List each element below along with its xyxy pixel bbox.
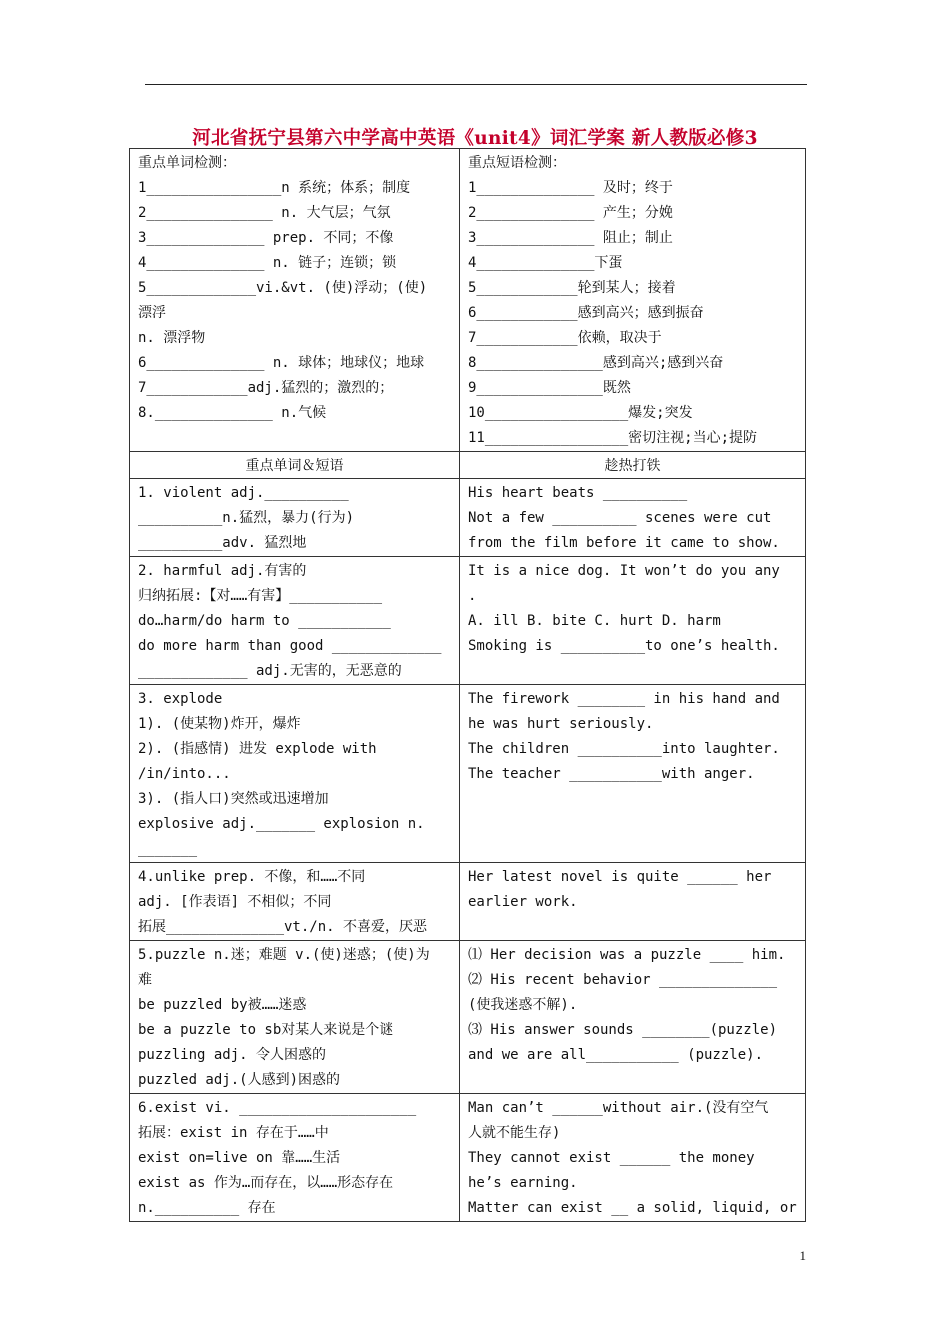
- word-check-line: 6______________ n. 球体；地球仪；地球: [138, 355, 425, 371]
- entry-cell: [130, 863, 460, 941]
- section-header-left: 重点单词＆短语: [130, 452, 460, 479]
- exercise-line: Her latest novel is quite ______ her: [468, 869, 772, 885]
- phrase-check-cell: [460, 149, 806, 452]
- exercise-line: ⑵ His recent behavior ______________: [468, 972, 778, 988]
- phrase-check-line: 7____________依赖，取决于: [468, 330, 662, 346]
- word-check-line: 漂浮: [138, 305, 166, 321]
- entry-line: adj. [作表语] 不相似；不同: [138, 894, 332, 910]
- phrase-check-line: 9_______________既然: [468, 380, 631, 396]
- entry-line: __________n.猛烈，暴力(行为): [138, 510, 355, 526]
- phrase-check-line: 6____________感到高兴；感到振奋: [468, 305, 704, 321]
- entry-line: 1). (使某物)炸开，爆炸: [138, 716, 301, 732]
- exercise-line: ⑴ Her decision was a puzzle ____ him.: [468, 947, 786, 963]
- exercise-line: 人就不能生存): [468, 1125, 561, 1141]
- entry-line: 拓展：exist in 存在于……中: [138, 1125, 329, 1141]
- entry-cell: [130, 557, 460, 685]
- exercise-line: earlier work.: [468, 894, 578, 910]
- exercise-line: The firework ________ in his hand and: [468, 691, 780, 707]
- phrase-check-line: 11_________________密切注视;当心;提防: [468, 430, 758, 446]
- word-check-line: 5_____________vi.&vt. (使)浮动；(使): [138, 280, 428, 296]
- exercise-line: The teacher ___________with anger.: [468, 766, 755, 782]
- entry-line: exist on=live on 靠……生活: [138, 1150, 341, 1166]
- entry-line: exist as 作为…而存在，以……形态存在: [138, 1175, 394, 1191]
- entry-line: 3. explode: [138, 691, 223, 707]
- entry-line: __________adv. 猛烈地: [138, 535, 307, 551]
- entry-line: puzzled adj.(人感到)困惑的: [138, 1072, 341, 1088]
- entry-line: _______: [138, 841, 198, 857]
- phrase-check-line: 2______________ 产生；分娩: [468, 205, 673, 221]
- exercise-cell: [460, 1094, 806, 1222]
- exercise-line: and we are all___________ (puzzle).: [468, 1047, 764, 1063]
- exercise-line: (使我迷惑不解).: [468, 997, 578, 1013]
- entry-line: 归纳拓展:【对……有害】___________: [138, 588, 383, 604]
- exercise-line: A. ill B. bite C. hurt D. harm: [468, 613, 721, 629]
- exercise-line: They cannot exist ______ the money: [468, 1150, 755, 1166]
- entry-cell: [130, 685, 460, 863]
- entry-line: 4.unlike prep. 不像，和……不同: [138, 869, 366, 885]
- entry-line: _____________ adj.无害的，无恶意的: [138, 663, 402, 679]
- exercise-cell: [460, 863, 806, 941]
- word-check-line: 8.______________ n.气候: [138, 405, 327, 421]
- entry-cell: [130, 1094, 460, 1222]
- entry-line: 3). (指人口)突然或迅速增加: [138, 791, 329, 807]
- entry-cell: [130, 479, 460, 557]
- exercise-line: he’s earning.: [468, 1175, 578, 1191]
- word-check-line: 2_______________ n. 大气层；气氛: [138, 205, 391, 221]
- word-check-line: 重点单词检测：: [138, 155, 236, 171]
- entry-line: be puzzled by被……迷惑: [138, 997, 307, 1013]
- word-check-line: n. 漂浮物: [138, 330, 206, 346]
- page-number: 1: [799, 1248, 806, 1263]
- entry-line: 2. harmful adj.有害的: [138, 563, 307, 579]
- exercise-line: he was hurt seriously.: [468, 716, 654, 732]
- entry-line: explosive adj._______ explosion n.: [138, 816, 425, 832]
- phrase-check-line: 1______________ 及时；终于: [468, 180, 673, 196]
- word-check-line: 4______________ n. 链子；连锁；锁: [138, 255, 397, 271]
- phrase-check-line: 重点短语检测：: [468, 155, 566, 171]
- entry-line: do more harm than good _____________: [138, 638, 442, 654]
- vocab-table: [129, 148, 806, 1222]
- entry-line: 2). (指感情) 进发 explode with: [138, 741, 377, 757]
- exercise-cell: [460, 685, 806, 863]
- exercise-line: His heart beats __________: [468, 485, 688, 501]
- exercise-line: The children __________into laughter.: [468, 741, 780, 757]
- word-check-line: 7____________adj.猛烈的；激烈的；: [138, 380, 394, 396]
- exercise-line: It is a nice dog. It won’t do you any: [468, 563, 780, 579]
- entry-line: puzzling adj. 令人困惑的: [138, 1047, 327, 1063]
- page-title: 河北省抚宁县第六中学高中英语《unit4》词汇学案 新人教版必修3: [192, 128, 758, 149]
- entry-line: n.__________ 存在: [138, 1200, 276, 1216]
- entry-line: 6.exist vi. _____________________: [138, 1100, 417, 1116]
- entry-line: 拓展______________vt./n. 不喜爱，厌恶: [138, 919, 428, 935]
- exercise-line: .: [468, 588, 477, 604]
- phrase-check-line: 5____________轮到某人；接着: [468, 280, 676, 296]
- exercise-cell: [460, 941, 806, 1094]
- entry-line: do…harm/do harm to ___________: [138, 613, 391, 629]
- phrase-check-line: 10_________________爆发;突发: [468, 405, 693, 421]
- phrase-check-line: 4______________下蛋: [468, 255, 623, 271]
- exercise-line: Smoking is __________to one’s health.: [468, 638, 780, 654]
- entry-cell: [130, 941, 460, 1094]
- entry-line: 5.puzzle n.迷；难题 v.(使)迷惑；(使)为: [138, 947, 430, 963]
- word-check-line: 3______________ prep. 不同；不像: [138, 230, 394, 246]
- exercise-line: Matter can exist __ a solid, liquid, or: [468, 1200, 797, 1216]
- phrase-check-line: 3______________ 阻止；制止: [468, 230, 673, 246]
- entry-line: 难: [138, 972, 152, 988]
- exercise-line: Man can’t ______without air.(没有空气: [468, 1100, 769, 1116]
- exercise-line: from the film before it came to show.: [468, 535, 780, 551]
- entry-line: be a puzzle to sb对某人来说是个谜: [138, 1022, 394, 1038]
- exercise-cell: [460, 557, 806, 685]
- exercise-line: ⑶ His answer sounds ________(puzzle): [468, 1022, 778, 1038]
- word-check-line: 1________________n 系统；体系；制度: [138, 180, 411, 196]
- word-check-cell: [130, 149, 460, 452]
- phrase-check-line: 8_______________感到高兴;感到兴奋: [468, 355, 724, 371]
- section-header-right: 趁热打铁: [460, 452, 806, 479]
- entry-line: 1. violent adj.__________: [138, 485, 349, 501]
- entry-line: /in/into...: [138, 766, 231, 782]
- exercise-line: Not a few __________ scenes were cut: [468, 510, 772, 526]
- exercise-cell: [460, 479, 806, 557]
- header-rule: [145, 84, 807, 85]
